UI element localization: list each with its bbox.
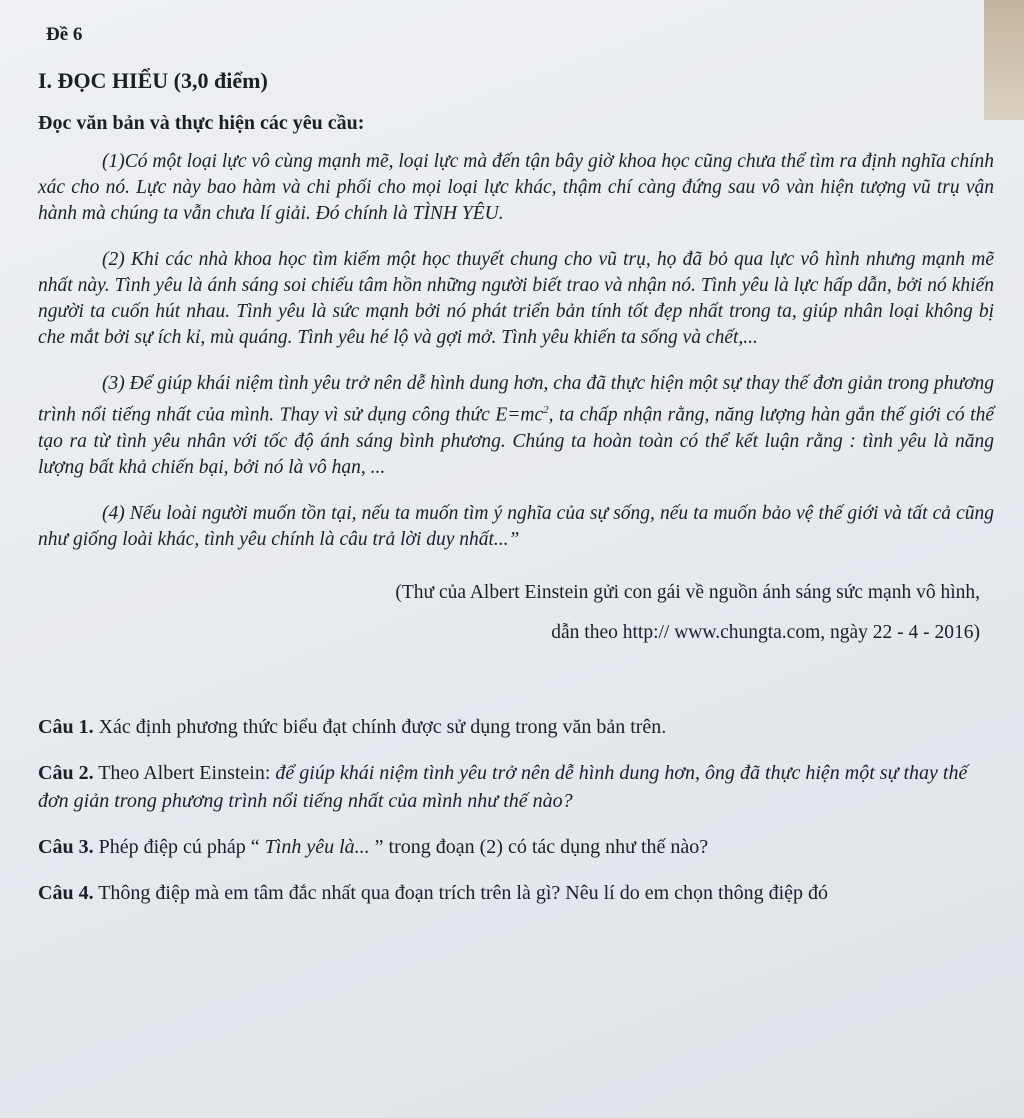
p3-text-before: (3) Để giúp khái niệm tình yêu trở nên dễ hình dung hơn, cha đã thực hiện một sự thay thế đơn giản trong phương trình nổi tiếng nhất của mình. Thay vì sử dụng công thức	[38, 373, 994, 426]
question-1-text: Xác định phương thức biểu đạt chính được sử dụng trong văn bản trên.	[93, 715, 667, 738]
passage-paragraph-4: (4) Nếu loài người muốn tồn tại, nếu ta muốn tìm ý nghĩa của sự sống, nếu ta muốn bảo vệ thế giới và tất cả cũng như giống loài khác, tình yêu chính là câu trả lời duy nhất...”	[38, 502, 994, 550]
question-3-after: ” trong đoạn (2) có tác dụng như thế nào?	[369, 835, 709, 858]
question-1	[38, 713, 994, 741]
formula-exponent: 2	[543, 404, 549, 416]
background-corner	[984, 0, 1024, 120]
instruction: Đọc văn bản và thực hiện các yêu cầu:	[38, 112, 365, 134]
question-2	[38, 759, 994, 815]
question-4-label: Câu 4.	[38, 881, 94, 904]
source-line-1: (Thư của Albert Einstein gửi con gái về nguồn ánh sáng sức mạnh vô hình,	[395, 581, 980, 603]
question-4	[38, 879, 994, 907]
section-title: I. ĐỌC HIỂU (3,0 điểm)	[38, 68, 268, 93]
question-2-text: Theo Albert Einstein:	[93, 761, 276, 784]
question-1-label: Câu 1.	[38, 715, 94, 738]
einstein-formula: E=mc	[495, 404, 544, 426]
p3-text-after: , ta chấp nhận rằng, năng lượng hàn gắn thế giới có thể tạo ra từ tình yêu nhân với tốc độ ánh sáng bình phương. Chúng ta hoàn toàn có thể kết luận rằng : tình yêu là năng lượng bất khả chiến bại, bởi nó là vô hạn, ...	[38, 404, 994, 478]
question-2-quote: để giúp khái niệm tình yêu trở nên dễ hình dung hơn, ông đã thực hiện một sự thay thế đơn giản trong phương trình nổi tiếng nhất của mình như thế nào?	[38, 761, 968, 812]
passage-paragraph-3	[38, 371, 994, 481]
question-2-label: Câu 2.	[38, 761, 94, 784]
source-line-2: dẫn theo http:// www.chungta.com, ngày 22 - 4 - 2016)	[551, 621, 980, 643]
question-3	[38, 833, 994, 861]
exam-number: Đề 6	[46, 24, 83, 45]
source-citation	[38, 573, 980, 653]
passage-paragraph-2: (2) Khi các nhà khoa học tìm kiếm một học thuyết chung cho vũ trụ, họ đã bỏ qua lực vô hình nhưng mạnh mẽ nhất này. Tình yêu là ánh sáng soi chiếu tâm hồn những người biết trao và nhận nó. Tình yêu là lực hấp dẫn, bởi nó khiến người ta cuốn hút nhau. Tình yêu là sức mạnh bởi nó phát triển bản tính tốt đẹp nhất trong ta, giúp nhân loại không bị che mắt bởi sự ích kỉ, mù quáng. Tình yêu hé lộ và gợi mở. Tình yêu khiến ta sống và chết,...	[38, 249, 994, 348]
question-3-text: Phép điệp cú pháp “	[93, 835, 265, 858]
question-4-text: Thông điệp mà em tâm đắc nhất qua đoạn trích trên là gì? Nêu lí do em chọn thông điệp đó	[93, 881, 829, 904]
passage-paragraph-1: (1)Có một loại lực vô cùng mạnh mẽ, loại lực mà đến tận bây giờ khoa học cũng chưa thể tìm ra định nghĩa chính xác cho nó. Lực này bao hàm và chi phối cho mọi loại lực khác, thậm chí càng đứng sau vô vàn hiện tượng vũ trụ vận hành mà chúng ta vẫn chưa lí giải. Đó chính là TÌNH YÊU.	[38, 151, 994, 224]
question-3-quote: Tình yêu là...	[264, 835, 370, 858]
question-3-label: Câu 3.	[38, 835, 94, 858]
